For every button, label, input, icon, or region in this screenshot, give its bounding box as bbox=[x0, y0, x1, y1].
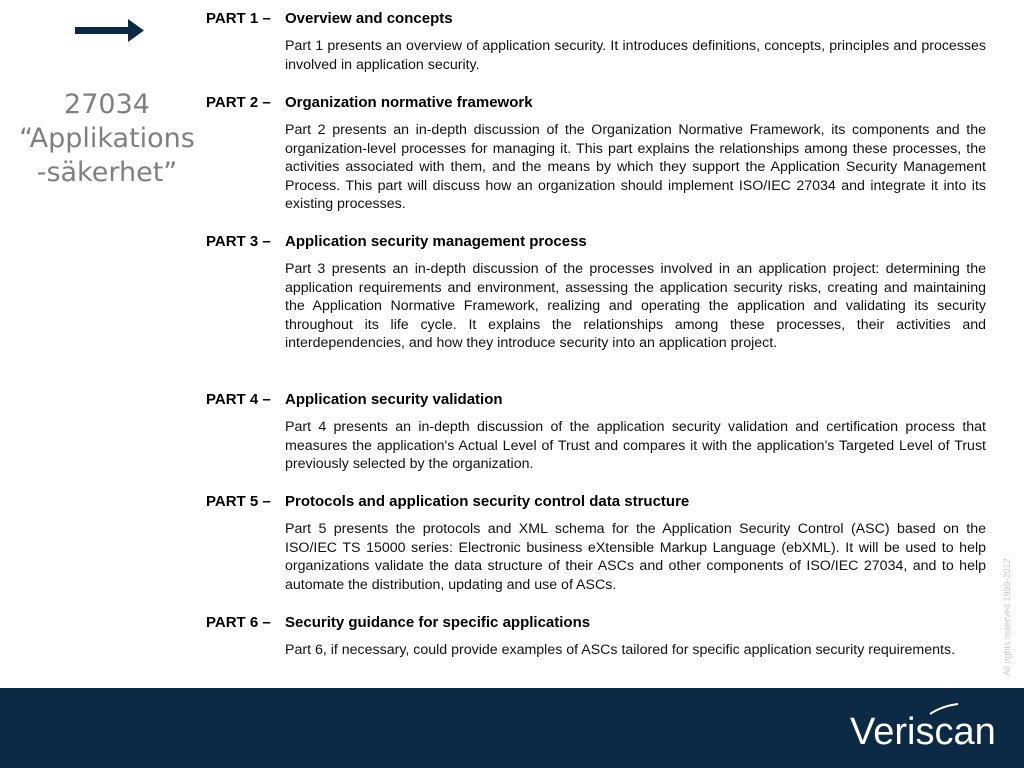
part-heading bbox=[206, 492, 986, 512]
part-section-4 bbox=[206, 390, 986, 492]
part-label: PART 2 – bbox=[206, 94, 271, 111]
right-arrow-icon bbox=[75, 18, 145, 42]
part-label: PART 6 – bbox=[206, 614, 271, 631]
logo-text: Veriscan bbox=[850, 711, 996, 753]
part-label: PART 3 – bbox=[206, 233, 271, 250]
part-title: Overview and concepts bbox=[285, 10, 453, 27]
part-heading bbox=[206, 613, 986, 633]
part-title: Organization normative framework bbox=[285, 94, 533, 111]
part-heading bbox=[206, 93, 986, 113]
part-description: Part 1 presents an overview of application security. It introduces definitions, concepts, principles and processes involved in application security. bbox=[285, 38, 986, 73]
part-description: Part 2 presents an in-depth discussion of the Organization Normative Framework, its components and the organization-level processes for managing it. This part explains the relationships among these processes, the activities associated with them, and the means by which they support the Application Security Management Process. This part will discuss how an organization should implement ISO/IEC 27034 and integrate it into its existing processes. bbox=[285, 122, 986, 213]
part-title: Security guidance for specific applications bbox=[285, 614, 591, 631]
parts-list bbox=[206, 9, 986, 660]
part-section-5 bbox=[206, 492, 986, 613]
side-title-line3: -säkerhet” bbox=[36, 157, 178, 188]
part-label: PART 4 – bbox=[206, 391, 271, 408]
veriscan-logo bbox=[848, 702, 1004, 754]
part-section-2 bbox=[206, 93, 986, 232]
part-section-6 bbox=[206, 613, 986, 660]
part-description: Part 6, if necessary, could provide examples of ASCs tailored for specific application security requirements. bbox=[285, 642, 956, 658]
part-title: Protocols and application security control data structure bbox=[285, 493, 690, 510]
side-title-line1: 27034 bbox=[64, 89, 150, 120]
side-title-line2: “Applikations bbox=[19, 123, 195, 154]
part-heading bbox=[206, 232, 986, 252]
part-section-1 bbox=[206, 9, 986, 93]
part-heading bbox=[206, 390, 986, 410]
part-label: PART 5 – bbox=[206, 493, 271, 510]
part-description: Part 5 presents the protocols and XML schema for the Application Security Control (ASC) based on the ISO/IEC TS 15000 series: Electronic business eXtensible Markup Language (ebXML). It will be used to help organizations validate the data structure of their ASCs and other components of ISO/IEC 27034, and to help automate the distribution, updating and use of ASCs. bbox=[285, 521, 986, 593]
part-section-3 bbox=[206, 232, 986, 390]
part-label: PART 1 – bbox=[206, 10, 271, 27]
part-heading bbox=[206, 9, 986, 29]
part-description: Part 3 presents an in-depth discussion of the processes involved in an application project: determining the application requirements and environment, assessing the application security risks, creating and maintaining the Application Normative Framework, realizing and operating the application and validating its security throughout its life cycle. It explains the relationships among these processes, their activities and interdependencies, and how they introduce security into an application project. bbox=[285, 261, 986, 352]
part-title: Application security validation bbox=[285, 391, 503, 408]
copyright-text: All rights reserved 1999-2012 bbox=[1002, 558, 1012, 676]
side-title bbox=[0, 88, 214, 190]
part-title: Application security management process bbox=[285, 233, 587, 250]
part-description: Part 4 presents an in-depth discussion of the application security validation and certification process that measures the application's Actual Level of Trust and compares it with the application's Targeted Level of Trust previously selected by the organization. bbox=[285, 419, 986, 473]
